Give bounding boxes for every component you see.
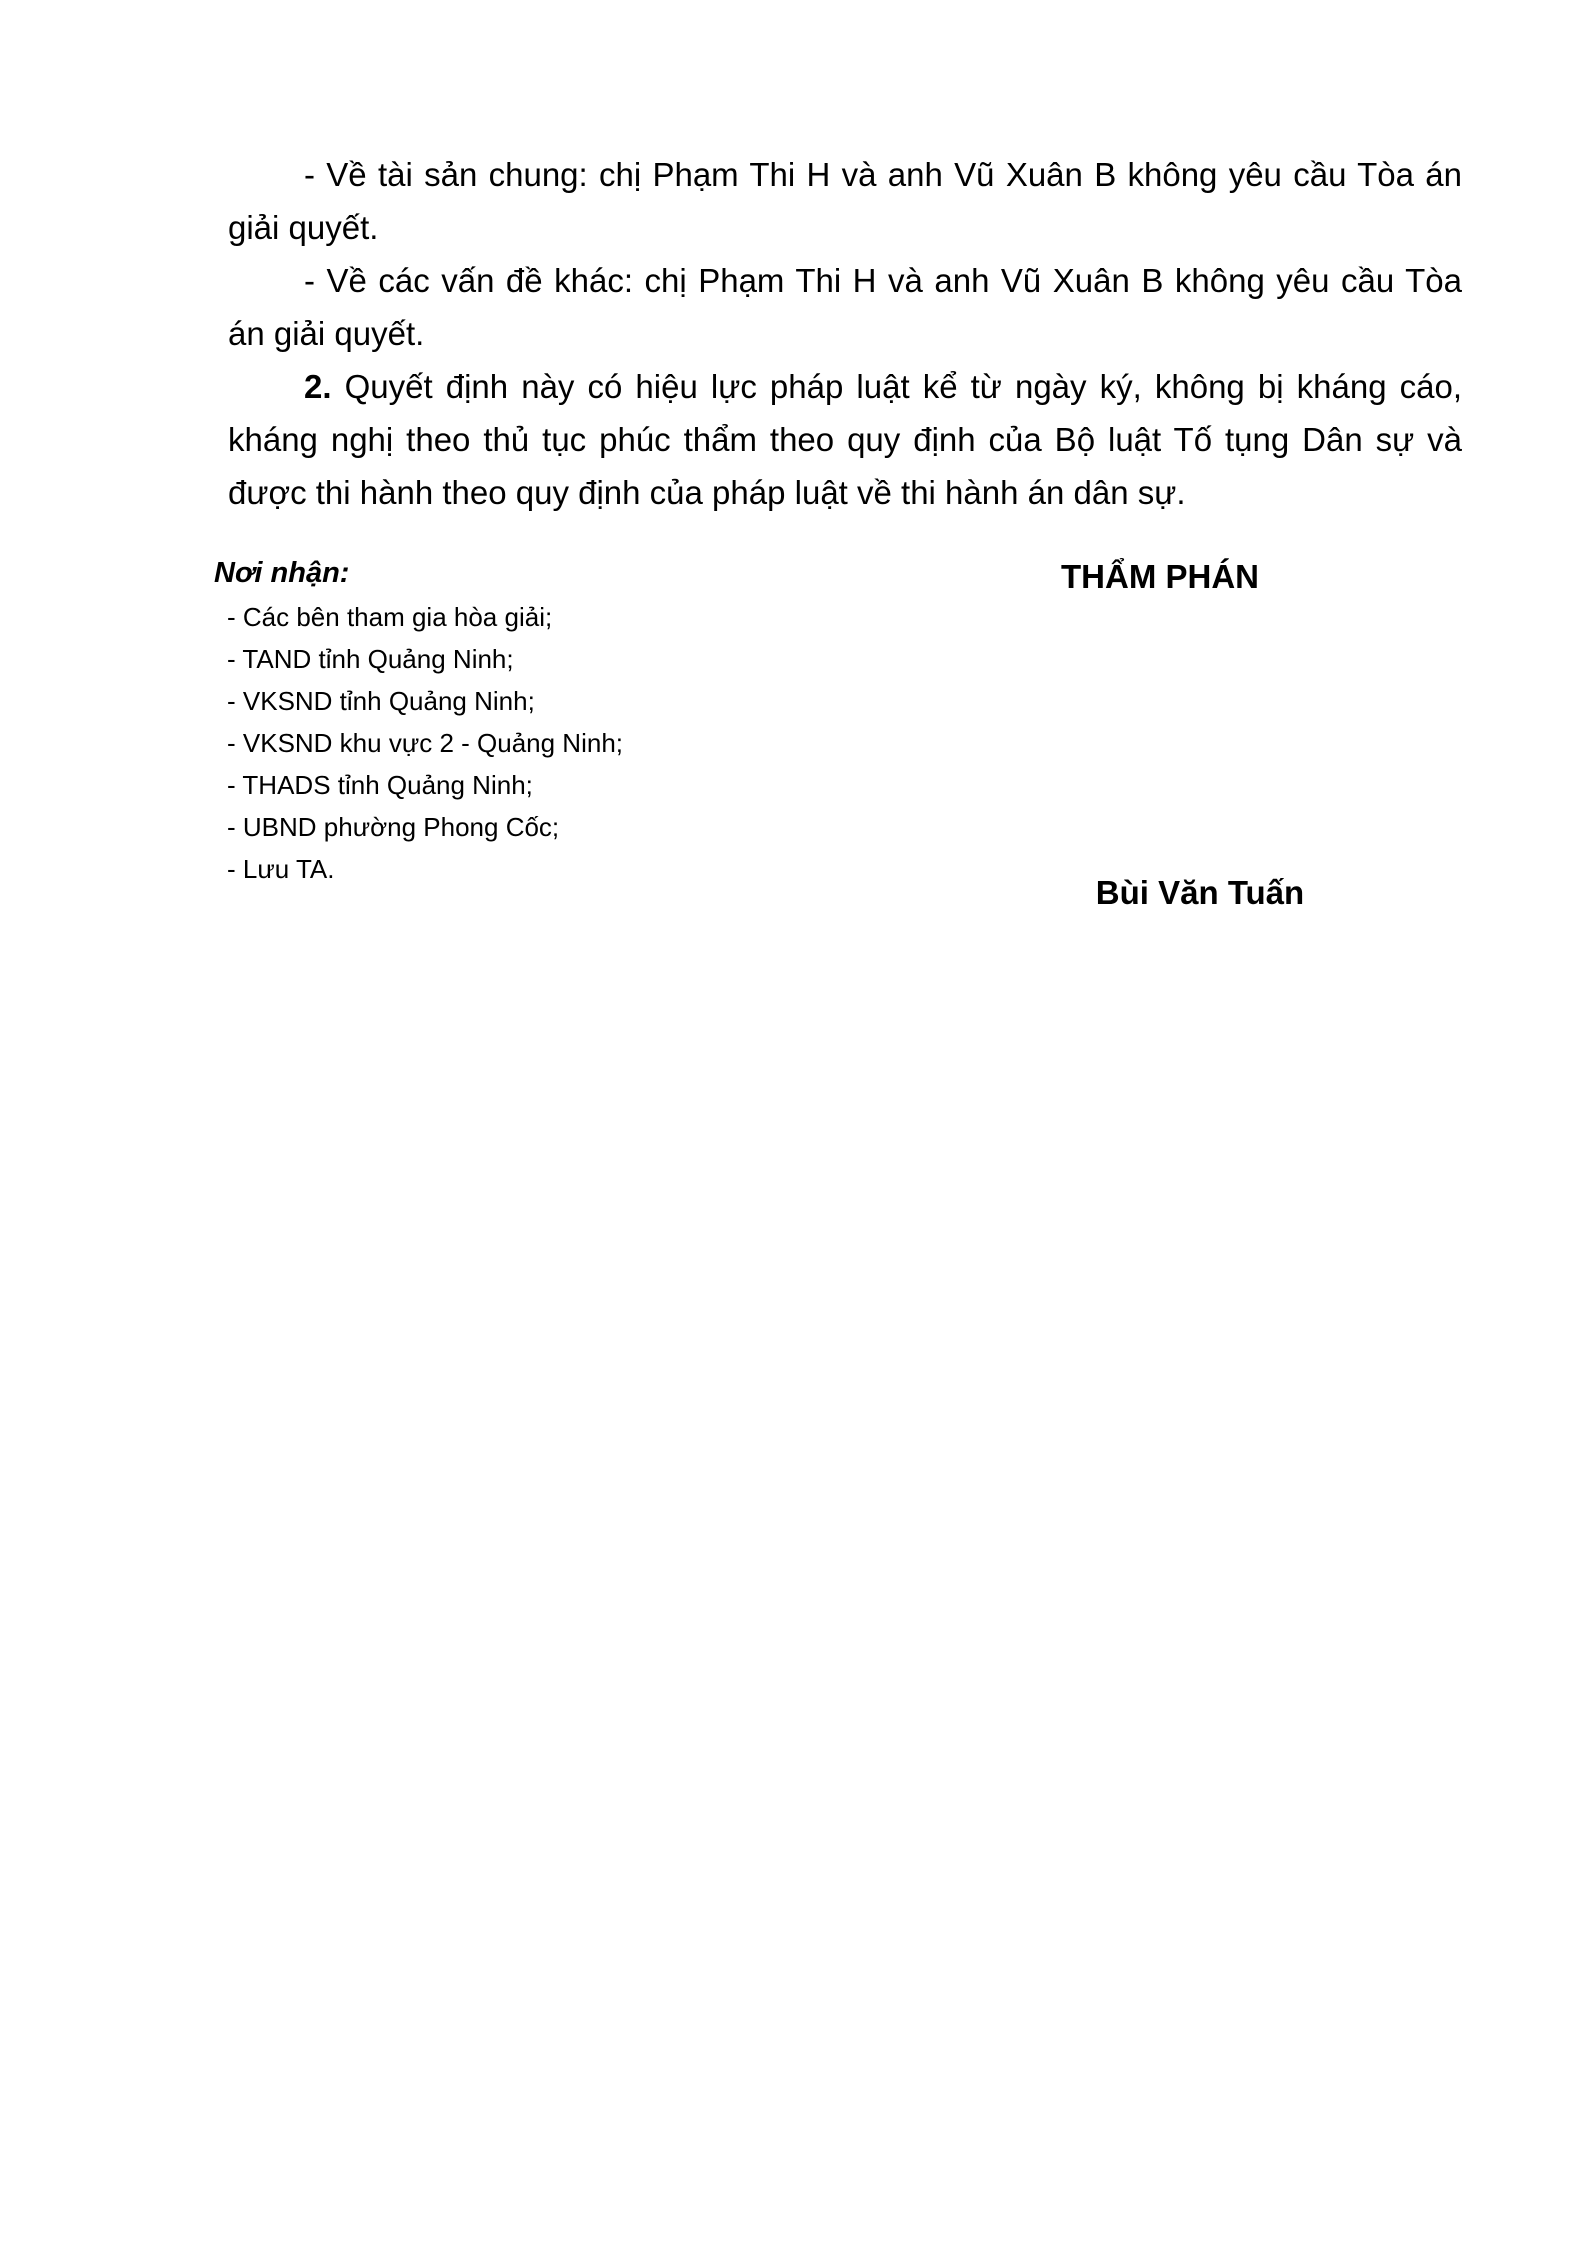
signer-title: THẨM PHÁN: [1061, 558, 1259, 595]
recipient-item: - THADS tỉnh Quảng Ninh;: [227, 770, 533, 800]
paragraph-common-property: [228, 148, 1462, 254]
recipients-list: [214, 596, 854, 890]
recipient-item: - VKSND khu vực 2 - Quảng Ninh;: [227, 728, 624, 758]
signer-name: Bùi Văn Tuấn: [1095, 874, 1305, 911]
recipients-block: [214, 552, 854, 890]
decision-body: [228, 148, 1462, 519]
recipient-item: - VKSND tỉnh Quảng Ninh;: [227, 686, 535, 716]
paragraph-text: - Về các vấn đề khác: chị Phạm Thi H và anh Vũ Xuân B không yêu cầu Tòa án giải quyết.: [228, 262, 1462, 352]
recipient-item: - Các bên tham gia hòa giải;: [227, 602, 553, 632]
recipient-item: - UBND phường Phong Cốc;: [227, 812, 560, 842]
recipient-item: - Lưu TA.: [227, 854, 335, 884]
paragraph-number: 2.: [304, 368, 332, 405]
paragraph-legal-effect: [228, 360, 1462, 519]
recipients-heading: Nơi nhận:: [214, 557, 350, 589]
paragraph-text: - Về tài sản chung: chị Phạm Thi H và anh Vũ Xuân B không yêu cầu Tòa án giải quyết.: [228, 156, 1462, 246]
recipient-item: - TAND tỉnh Quảng Ninh;: [227, 644, 514, 674]
paragraph-text: Quyết định này có hiệu lực pháp luật kể từ ngày ký, không bị kháng cáo, kháng nghị theo thủ tục phúc thẩm theo quy định của Bộ luật Tố tụng Dân sự và được thi hành theo quy định của pháp luật về thi hành án dân sự.: [228, 368, 1462, 511]
paragraph-other-issues: [228, 254, 1462, 360]
